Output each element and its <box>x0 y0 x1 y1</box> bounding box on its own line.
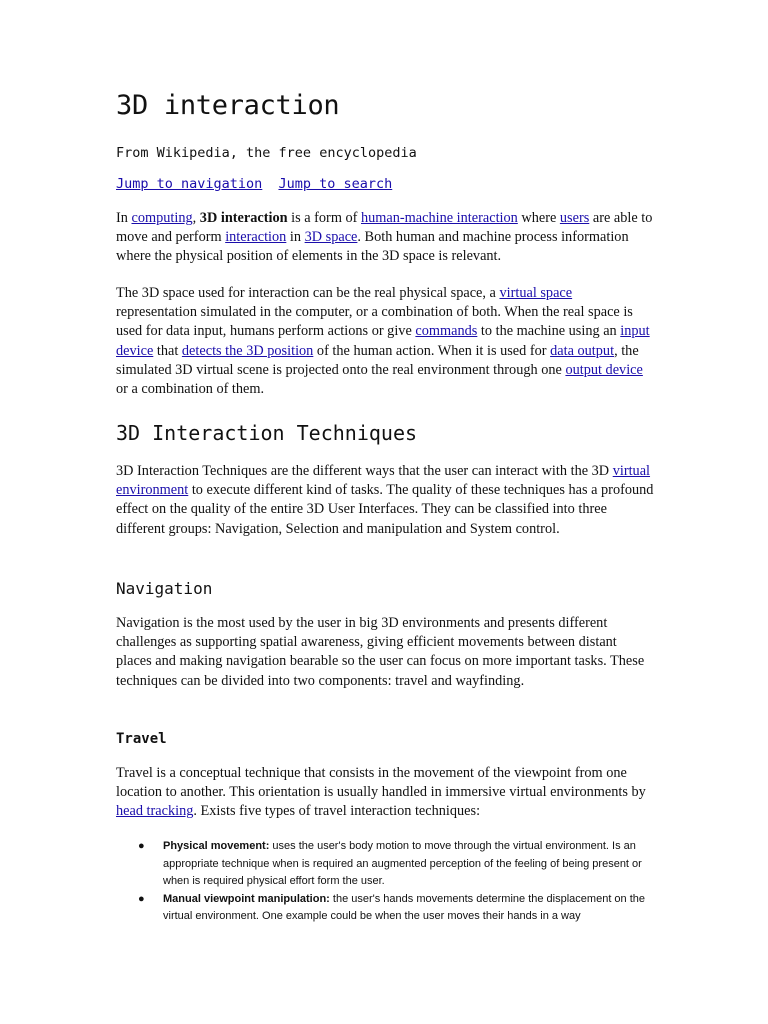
list-item <box>138 838 658 891</box>
text: , <box>192 210 200 226</box>
text: The 3D space used for interaction can be the real physical space, a <box>116 285 500 301</box>
link-virtual-space[interactable]: virtual space <box>499 285 573 301</box>
text: to the machine using an <box>477 323 621 340</box>
list-item <box>138 891 658 926</box>
link-input-device[interactable]: input device <box>116 323 650 359</box>
text: . Both human and machine process information where the physical position of elements in the 3D space is relevant. <box>116 229 629 265</box>
text: representation simulated in the computer, or a combination of both. When the real space is used for data input, humans perform actions or give <box>116 304 633 340</box>
list-item-text: the user's hands movements determine the displacement on the virtual environment. One example could be when the user moves their hands in a way <box>163 892 646 922</box>
text: is a form of <box>287 210 361 226</box>
link-commands[interactable]: commands <box>415 323 478 340</box>
link-interaction[interactable]: interaction <box>225 229 287 246</box>
text: that <box>153 342 182 359</box>
text: to execute different kind of tasks. The quality of these techniques has a profound effect on the quality of the entire 3D User Interfaces. They can be classified into three different groups: Navigation, Selection and manipulation and System control. <box>116 482 654 537</box>
jump-to-search-link[interactable]: Jump to search <box>278 176 393 192</box>
link-output-device[interactable]: output device <box>565 361 643 378</box>
space-paragraph <box>116 284 656 399</box>
intro-paragraph <box>116 209 656 267</box>
text: 3D Interaction Techniques are the different ways that the user can interact with the 3D <box>116 463 613 479</box>
section-heading-navigation: Navigation <box>116 579 213 598</box>
link-data-output[interactable]: data output <box>550 342 615 359</box>
section-heading-travel: Travel <box>116 731 167 747</box>
list-item-text: uses the user's body motion to move through the virtual environment. Is an appropriate technique when is required an augmented perception of the feeling of being present or when is required physical effort form the user. <box>163 840 642 887</box>
term-bold: 3D interaction <box>199 210 288 226</box>
page-title: 3D interaction <box>116 90 340 121</box>
text: in <box>286 229 305 246</box>
link-human-machine-interaction[interactable]: human-machine interaction <box>361 210 518 226</box>
jump-to-navigation-link[interactable]: Jump to navigation <box>116 176 263 192</box>
link-virtual-environment[interactable]: virtual environment <box>116 463 651 499</box>
bullet-icon: ● <box>138 892 145 905</box>
text: where <box>517 210 560 226</box>
text: In <box>116 210 132 226</box>
text: are able to move and perform <box>116 210 653 246</box>
list-item-term: Manual viewpoint manipulation: <box>163 892 330 905</box>
travel-techniques-list <box>138 838 658 926</box>
text: of the human action. When it is used for <box>313 342 551 359</box>
link-detects-3d-position[interactable]: detects the 3D position <box>181 342 314 359</box>
text: Travel is a conceptual technique that consists in the movement of the viewpoint from one location to another. This orientation is usually handled in immersive virtual environments by <box>116 765 646 801</box>
text: or a combination of them. <box>116 381 265 398</box>
text: . Exists five types of travel interaction techniques: <box>193 803 481 820</box>
link-computing[interactable]: computing <box>131 210 193 226</box>
subtitle: From Wikipedia, the free encyclopedia <box>116 145 417 161</box>
link-users[interactable]: users <box>559 210 590 226</box>
navigation-paragraph: Navigation is the most used by the user in big 3D environments and presents different challenges as supporting spatial awareness, giving efficient movements between distant places and making navigation bearable so the user can focus on more important tasks. These techniques can be divided into two components: travel and wayfinding. <box>116 615 645 689</box>
jump-links <box>116 176 656 192</box>
link-head-tracking[interactable]: head tracking <box>116 803 194 820</box>
list-item-term: Physical movement: <box>163 840 270 852</box>
link-3d-space[interactable]: 3D space <box>304 229 358 246</box>
travel-paragraph <box>116 764 656 822</box>
bullet-icon: ● <box>138 840 145 852</box>
text: , the simulated 3D virtual scene is projected onto the real environment through one <box>116 342 639 378</box>
section-heading-techniques: 3D Interaction Techniques <box>116 421 418 445</box>
techniques-paragraph <box>116 462 656 539</box>
